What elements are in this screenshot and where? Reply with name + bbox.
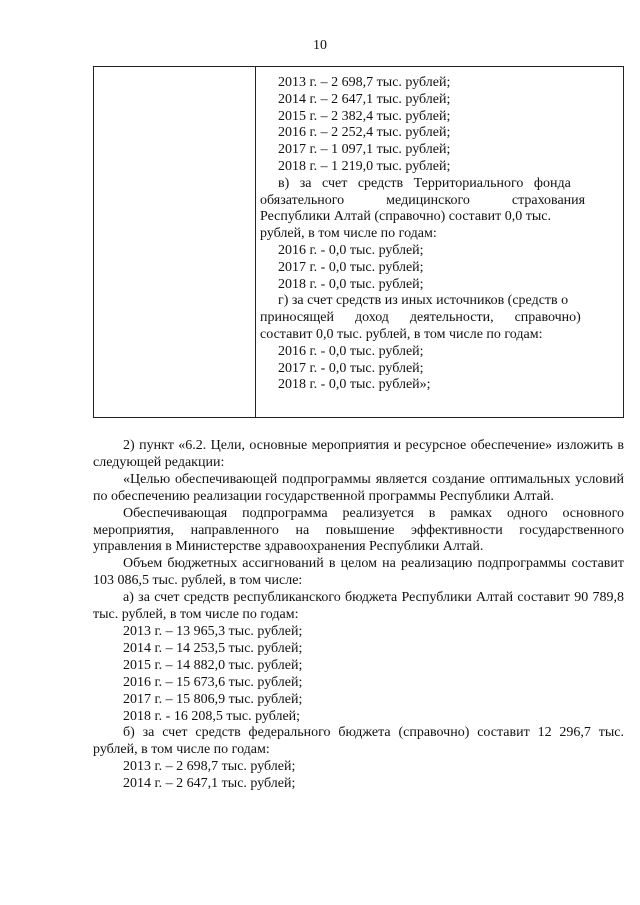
paragraph-line: обязательного медицинского страхования xyxy=(260,192,586,208)
paragraph: «Целью обеспечивающей подпрограммы является создание оптимальных условий по обеспечению реализации государственной программы Республики Алтай. xyxy=(93,471,624,504)
table-row xyxy=(93,66,624,418)
paragraph: Обеспечивающая подпрограмма реализуется в рамках одного основного мероприятия, направленного на повышение эффективности государственного управления в Министерстве здравоохранения Республики Алтай. xyxy=(93,505,624,555)
list-item: 2013 г. – 2 698,7 тыс. рублей; xyxy=(123,759,296,775)
list-item: 2017 г. - 0,0 тыс. рублей; xyxy=(278,360,424,376)
table-column-divider xyxy=(255,67,256,417)
list-item: 2014 г. – 14 253,5 тыс. рублей; xyxy=(123,640,303,656)
list-item: 2014 г. – 2 647,1 тыс. рублей; xyxy=(123,776,296,792)
list-item: 2017 г. - 0,0 тыс. рублей; xyxy=(278,259,424,275)
paragraph-line: г) за счет средств из иных источников (средств о xyxy=(278,293,569,309)
page-number: 10 xyxy=(313,38,327,53)
paragraph: Объем бюджетных ассигнований в целом на реализацию подпрограммы составит 103 086,5 тыс. рублей, в том числе: xyxy=(93,556,624,589)
paragraph-line: составит 0,0 тыс. рублей, в том числе по годам: xyxy=(260,326,543,342)
paragraph-line: Республики Алтай (справочно) составит 0,0 тыс. xyxy=(260,209,551,225)
list-item: 2017 г. – 1 097,1 тыс. рублей; xyxy=(278,142,451,158)
paragraph-line: приносящей доход деятельности, справочно) xyxy=(260,310,581,326)
list-item: 2015 г. – 2 382,4 тыс. рублей; xyxy=(278,108,451,124)
list-item: 2018 г. - 16 208,5 тыс. рублей; xyxy=(123,708,301,724)
list-item: 2018 г. - 0,0 тыс. рублей; xyxy=(278,276,424,292)
paragraph: а) за счет средств республиканского бюджета Республики Алтай составит 90 789,8 тыс. рублей, в том числе по годам: xyxy=(93,590,624,623)
paragraph: 2) пункт «6.2. Цели, основные мероприятия и ресурсное обеспечение» изложить в следующей редакции: xyxy=(93,438,624,470)
list-item: 2018 г. - 0,0 тыс. рублей»; xyxy=(278,377,431,393)
list-item: 2018 г. – 1 219,0 тыс. рублей; xyxy=(278,158,451,174)
list-item: 2017 г. – 15 806,9 тыс. рублей; xyxy=(123,691,303,707)
list-item: 2016 г. - 0,0 тыс. рублей; xyxy=(278,343,424,359)
list-item: 2016 г. - 0,0 тыс. рублей; xyxy=(278,242,424,258)
list-item: 2016 г. – 2 252,4 тыс. рублей; xyxy=(278,125,451,141)
list-item: 2014 г. – 2 647,1 тыс. рублей; xyxy=(278,91,451,107)
paragraph-line: рублей, в том числе по годам: xyxy=(260,226,437,242)
list-item: 2013 г. – 2 698,7 тыс. рублей; xyxy=(278,75,451,90)
list-item: 2013 г. – 13 965,3 тыс. рублей; xyxy=(123,623,303,639)
paragraph-line: в) за счет средств Территориального фонда xyxy=(278,175,571,191)
list-item: 2016 г. – 15 673,6 тыс. рублей; xyxy=(123,674,303,690)
table-cell-text xyxy=(260,75,616,394)
document-body xyxy=(93,438,624,793)
list-item: 2015 г. – 14 882,0 тыс. рублей; xyxy=(123,657,303,673)
paragraph: б) за счет средств федерального бюджета (справочно) составит 12 296,7 тыс. рублей, в том числе по годам: xyxy=(93,725,624,758)
